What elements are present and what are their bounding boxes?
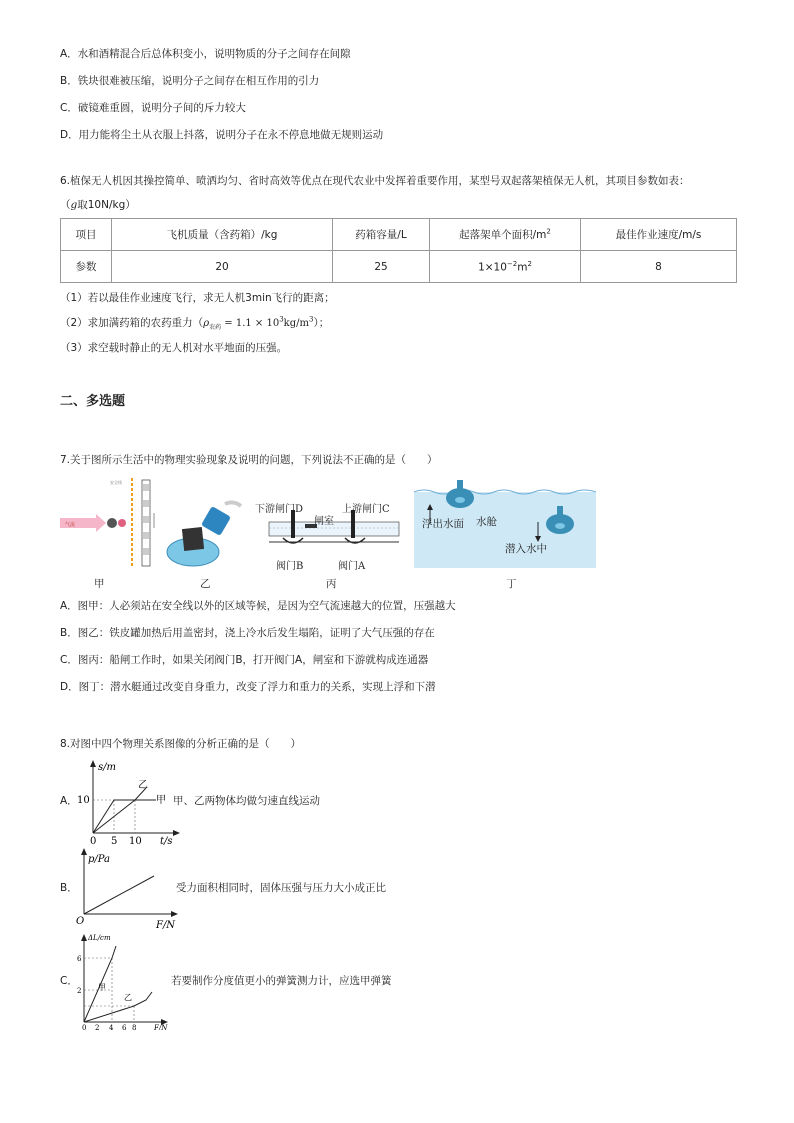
- label-ding: 丁: [506, 578, 517, 590]
- label-tank: 水舱: [476, 516, 497, 528]
- svg-text:6: 6: [122, 1024, 127, 1030]
- q8-option-b-label: B．: [60, 882, 78, 894]
- label-upstream-gate: 上游闸门C: [342, 504, 390, 515]
- svg-text:4: 4: [109, 1024, 114, 1030]
- series-yi-line: [84, 992, 152, 1022]
- svg-text:2: 2: [95, 1024, 100, 1030]
- q7-option-c: C．图丙：船闸工作时，如果关闭阀门B，打开阀门A，闸室和下游就构成连通器: [60, 654, 429, 666]
- q7-option-b: B．图乙：铁皮罐加热后用盖密封，浇上冷水后发生塌陷，证明了大气压强的存在: [60, 627, 435, 639]
- q6-sub-2: （2）求加满药箱的农药重力$(\rho_{农药} = 1.1 \times 10^3kg/m^3)$；: [60, 315, 330, 331]
- svg-text:O: O: [76, 916, 85, 927]
- graph-c: [74, 930, 174, 1030]
- svg-text:10: 10: [77, 795, 90, 806]
- q7-stem: 7.关于图所示生活中的物理实验现象及说明的问题，下列说法不正确的是（ ）: [60, 454, 438, 466]
- section-title: 二、多选题: [60, 394, 126, 409]
- svg-text:甲: 甲: [98, 983, 106, 992]
- svg-text:2: 2: [77, 987, 82, 995]
- series-yi-line: [93, 788, 146, 833]
- svg-text:5: 5: [111, 836, 118, 847]
- train: [142, 480, 150, 566]
- person-icon: [107, 518, 117, 528]
- q8-option-a-text: 甲、乙两物体均做匀速直线运动: [173, 795, 320, 807]
- params-table: [60, 218, 737, 283]
- svg-text:乙: 乙: [138, 780, 148, 791]
- label-valve-b: 阀门B: [276, 561, 304, 572]
- q7-option-d: D．图丁：潜水艇通过改变自身重力，改变了浮力和重力的关系，实现上浮和下潜: [60, 681, 436, 693]
- svg-text:8: 8: [132, 1024, 137, 1030]
- q7-option-a: A．图甲：人必须站在安全线以外的区域等候，是因为空气流速越大的位置，压强越大: [60, 600, 456, 612]
- q8-option-a-label: A．: [60, 795, 78, 807]
- q5-option-b: B．铁块很难被压缩，说明分子之间存在相互作用的引力: [60, 75, 320, 87]
- label-downstream-gate: 下游闸门D: [255, 504, 304, 515]
- svg-text:0: 0: [90, 836, 97, 847]
- q6-sub-1: （1）若以最佳作业速度飞行，求无人机3min飞行的距离；: [60, 292, 335, 304]
- q6-sub-3: （3）求空载时静止的无人机对水平地面的压强。: [60, 342, 288, 354]
- table-cell: 8: [581, 251, 737, 283]
- crushed-can: [182, 527, 204, 551]
- svg-text:t/s: t/s: [160, 836, 173, 847]
- figure-jia: [60, 478, 170, 572]
- table-cell: 参数: [61, 251, 112, 283]
- water-pitcher: [201, 506, 231, 536]
- svg-text:F/N: F/N: [154, 1024, 168, 1030]
- graph-a: [76, 758, 186, 848]
- label-jia: 甲: [94, 578, 105, 590]
- q8-option-b-text: 受力面积相同时，固体压强与压力大小成正比: [176, 882, 386, 894]
- pressure-line: [84, 876, 154, 914]
- table-header: 飞机质量（含药箱）/kg: [112, 219, 333, 251]
- table-row: [61, 251, 737, 283]
- graph-b: [74, 846, 184, 932]
- table-header: 起落架单个面积$/m^2$: [430, 219, 581, 251]
- q8-option-c-text: 若要制作分度值更小的弹簧测力计，应选甲弹簧: [171, 975, 392, 987]
- figure-yi: [165, 498, 247, 574]
- q5-option-d: D．用力能将尘土从衣服上抖落，说明分子在永不停息地做无规则运动: [60, 129, 384, 141]
- svg-text:s/m: s/m: [98, 762, 116, 773]
- label-lock-chamber: 闸室: [314, 516, 334, 527]
- table-row: [61, 219, 737, 251]
- svg-text:ΔL/cm: ΔL/cm: [88, 934, 111, 942]
- q8-option-c-label: C．: [60, 975, 78, 987]
- series-jia-line: [93, 800, 156, 833]
- svg-text:F/N: F/N: [156, 920, 176, 931]
- svg-text:甲: 甲: [156, 795, 166, 806]
- svg-text:0: 0: [82, 1024, 87, 1030]
- svg-text:安全线: 安全线: [110, 480, 122, 485]
- table-cell: 25: [333, 251, 430, 283]
- svg-text:10: 10: [129, 836, 142, 847]
- svg-text:乙: 乙: [124, 993, 132, 1002]
- label-float-up: 浮出水面: [422, 518, 464, 530]
- label-yi: 乙: [200, 578, 211, 590]
- table-cell: $1\times 10^{-2}m^2$: [430, 251, 581, 283]
- q6-stem: 6.植保无人机因其操控简单、喷洒均匀、省时高效等优点在现代农业中发挥着重要作用，某型号双起落架植保无人机，其项目参数如表：: [60, 175, 690, 187]
- svg-text:p/Pa: p/Pa: [88, 854, 111, 865]
- table-cell: 20: [112, 251, 333, 283]
- q8-stem: 8.对图中四个物理关系图像的分析正确的是（ ）: [60, 738, 302, 750]
- q5-option-c: C．破镜难重圆，说明分子间的斥力较大: [60, 102, 246, 114]
- table-header: 最佳作业速度/m/s: [581, 219, 737, 251]
- label-dive: 潜入水中: [505, 543, 547, 555]
- q6-note: （g取10N/kg）: [60, 199, 136, 211]
- label-valve-a: 阀门A: [338, 561, 366, 572]
- svg-text:气流: 气流: [65, 522, 76, 528]
- svg-text:6: 6: [77, 955, 82, 963]
- table-header: 项目: [61, 219, 112, 251]
- table-header: 药箱容量/L: [333, 219, 430, 251]
- q5-option-a: A．水和酒精混合后总体积变小，说明物质的分子之间存在间隙: [60, 48, 351, 60]
- label-bing: 丙: [326, 578, 337, 590]
